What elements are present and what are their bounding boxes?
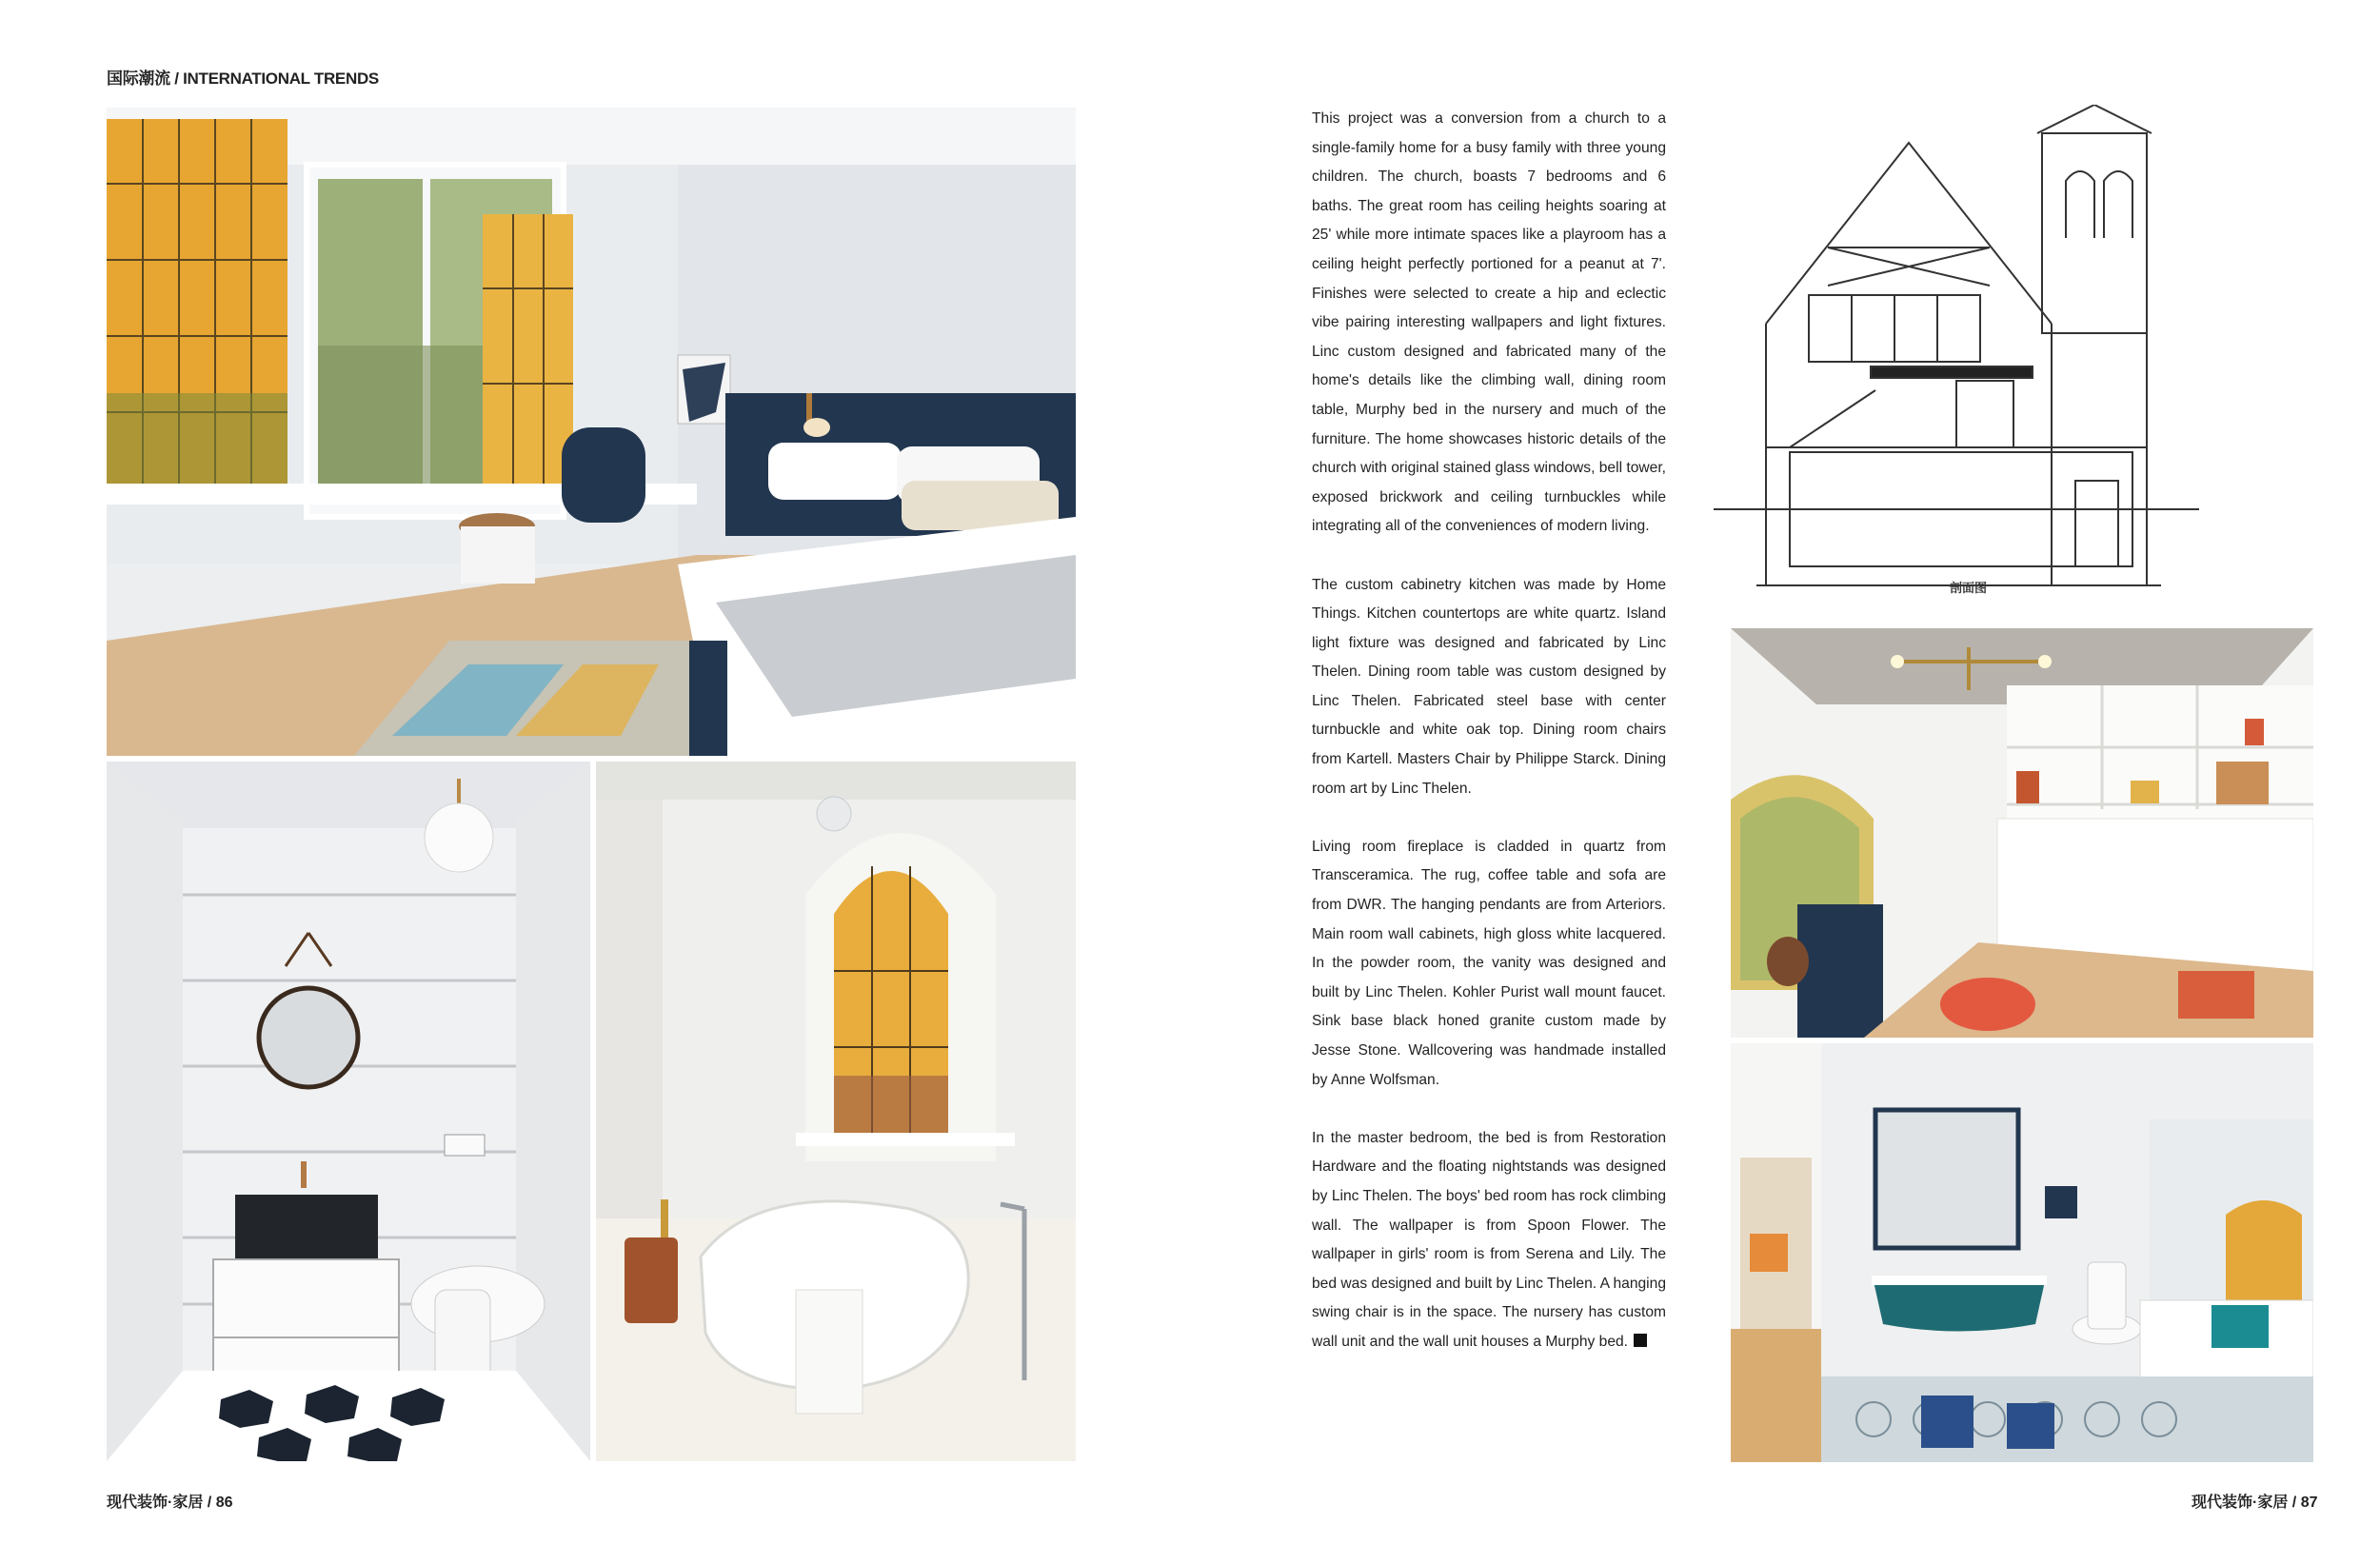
end-of-article-mark [1634,1334,1647,1347]
photo-master-bedroom [107,108,1076,756]
section-drawing-caption: 剖面图 [1950,581,1988,595]
page-number-right: 87 [2300,1495,2318,1511]
master-bedroom-illustration [107,108,1076,756]
article-paragraph: Living room fireplace is cladded in quartz from Transceramica. The rug, coffee table and sofa are from DWR. The hanging pendants are from Arteriors. Main room wall cabinets, high gloss white lacquered. In the powder room, the vanity was designed and built by Linc Thelen. Kohler Purist wall mount faucet. Sink base black honed granite custom made by Jesse Stone. Wallcovering was handmade installed by Anne Wolfsman. [1312,838,1666,1088]
article-body [1312,105,1666,1386]
photo-nursery [1731,628,2313,1038]
article-paragraph: The custom cabinetry kitchen was made by Home Things. Kitchen countertops are white quartz. Island light fixture was designed and fabricated by Linc Thelen. Dining room table was custom designed by Linc Thelen. Fabricated steel base with center turnbuckle and white oak top. Dining room chairs from Kartell. Masters Chair by Philippe Starck. Dining room art by Linc Thelen. [1312,576,1666,797]
photo-powder-room [107,762,590,1461]
section-header-en: INTERNATIONAL TRENDS [183,69,379,88]
page-number-left: 86 [215,1495,233,1511]
nursery-illustration [1731,628,2313,1038]
photo-bathtub [596,762,1076,1461]
folio-right: 现代装饰·家居 / 87 [2192,1495,2318,1511]
powder-room-illustration [107,762,590,1461]
folio-left: 现代装饰·家居 / 86 [107,1495,233,1511]
section-header: 国际潮流 / INTERNATIONAL TRENDS [107,69,379,88]
article-paragraph: This project was a conversion from a church to a single-family home for a busy family with three young children. The church, boasts 7 bedrooms and 6 baths. The great room has ceiling heights soaring at 25' while more intimate spaces like a playroom has a ceiling height perfectly portioned for a peanut at 7'. Finishes were selected to create a hip and eclectic vibe pairing interesting wallpapers and light fixtures. Linc custom designed and fabricated many of the home's details like the climbing wall, dining room table, Murphy bed in the nursery and much of the furniture. The home showcases historic details of the church with original stained glass windows, bell tower, exposed brickwork and ceiling turnbuckles while integrating all of the conveniences of modern living. [1312,110,1666,535]
section-drawing-illustration [1714,105,2199,595]
bathtub-illustration [596,762,1076,1461]
article-paragraph-last: In the master bedroom, the bed is from Restoration Hardware and the floating nightstands was designed by Linc Thelen. The boys' bed room has rock climbing wall. The wallpaper is from Spoon Flower. The wallpaper in girls' room is from Serena and Lily. The bed was designed and built by Linc Thelen. A hanging swing chair is in the space. The nursery has custom wall unit and the wall unit houses a Murphy bed. [1312,1129,1666,1350]
kids-bath-illustration [1731,1043,2313,1462]
photo-kids-bath [1731,1043,2313,1462]
section-drawing [1714,105,2199,595]
section-header-cn: 国际潮流 [107,69,170,88]
